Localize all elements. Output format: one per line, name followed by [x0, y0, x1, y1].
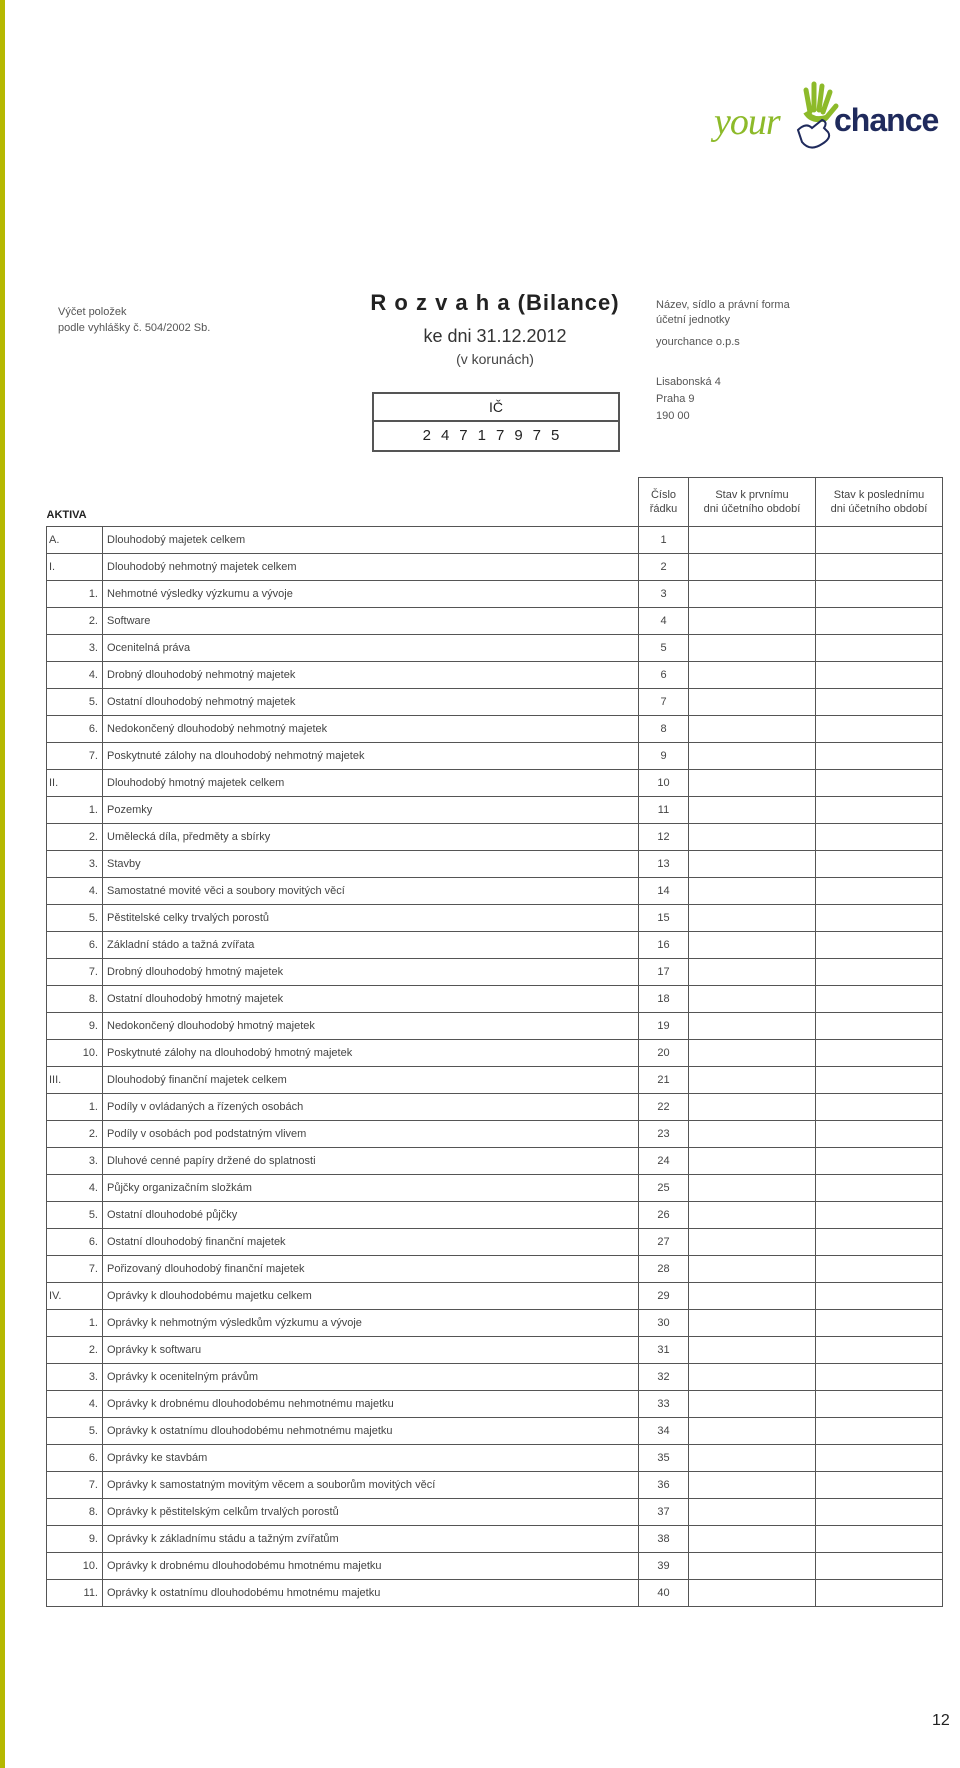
row-number: 20 [639, 1039, 689, 1066]
table-row [47, 985, 943, 1012]
row-number: 33 [639, 1390, 689, 1417]
row-code: 8. [47, 1498, 103, 1525]
row-last-day-value [816, 661, 943, 688]
row-code: 4. [47, 661, 103, 688]
row-number: 39 [639, 1552, 689, 1579]
row-code: 11. [47, 1579, 103, 1606]
row-number: 3 [639, 580, 689, 607]
row-last-day-value [816, 985, 943, 1012]
row-number: 40 [639, 1579, 689, 1606]
row-last-day-value [816, 1201, 943, 1228]
row-label: Drobný dlouhodobý hmotný majetek [103, 958, 639, 985]
row-last-day-value [816, 688, 943, 715]
row-first-day-value [689, 931, 816, 958]
row-first-day-value [689, 1309, 816, 1336]
row-code: 7. [47, 1255, 103, 1282]
table-row [47, 607, 943, 634]
row-last-day-value [816, 769, 943, 796]
row-label: Oprávky k drobnému dlouhodobému hmotnému majetku [103, 1552, 639, 1579]
row-first-day-value [689, 1390, 816, 1417]
row-number: 38 [639, 1525, 689, 1552]
row-label: Ostatní dlouhodobý hmotný majetek [103, 985, 639, 1012]
row-number: 7 [639, 688, 689, 715]
row-label: Pořizovaný dlouhodobý finanční majetek [103, 1255, 639, 1282]
row-number: 14 [639, 877, 689, 904]
row-label: Ostatní dlouhodobý nehmotný majetek [103, 688, 639, 715]
row-code: 9. [47, 1012, 103, 1039]
row-last-day-value [816, 607, 943, 634]
table-row [47, 796, 943, 823]
table-row [47, 634, 943, 661]
table-row [47, 1471, 943, 1498]
row-number: 36 [639, 1471, 689, 1498]
row-code: I. [47, 553, 103, 580]
row-first-day-value [689, 1525, 816, 1552]
row-code: 7. [47, 958, 103, 985]
row-last-day-value [816, 1039, 943, 1066]
row-label: Základní stádo a tažná zvířata [103, 931, 639, 958]
row-code: 2. [47, 1120, 103, 1147]
row-last-day-value [816, 904, 943, 931]
row-label: Samostatné movité věci a soubory movitých věcí [103, 877, 639, 904]
row-code: IV. [47, 1282, 103, 1309]
row-label: Ostatní dlouhodobý finanční majetek [103, 1228, 639, 1255]
row-number: 4 [639, 607, 689, 634]
row-first-day-value [689, 1471, 816, 1498]
row-first-day-value [689, 1012, 816, 1039]
table-row [47, 1552, 943, 1579]
entity-info [656, 298, 856, 425]
row-number: 27 [639, 1228, 689, 1255]
row-code: 1. [47, 796, 103, 823]
row-code: 8. [47, 985, 103, 1012]
table-row [47, 877, 943, 904]
row-label: Nedokončený dlouhodobý hmotný majetek [103, 1012, 639, 1039]
header-first-day: Stav k prvnímu dni účetního období [689, 478, 816, 527]
row-first-day-value [689, 715, 816, 742]
table-row [47, 526, 943, 553]
row-code: 7. [47, 742, 103, 769]
row-label: Oprávky k dlouhodobému majetku celkem [103, 1282, 639, 1309]
row-first-day-value [689, 1174, 816, 1201]
row-number: 25 [639, 1174, 689, 1201]
row-label: Dlouhodobý finanční majetek celkem [103, 1066, 639, 1093]
table-row [47, 1201, 943, 1228]
row-first-day-value [689, 877, 816, 904]
row-number: 26 [639, 1201, 689, 1228]
row-label: Drobný dlouhodobý nehmotný majetek [103, 661, 639, 688]
row-number: 5 [639, 634, 689, 661]
row-label: Oprávky k ocenitelným právům [103, 1363, 639, 1390]
row-code: A. [47, 526, 103, 553]
row-last-day-value [816, 1417, 943, 1444]
row-number: 11 [639, 796, 689, 823]
row-code: III. [47, 1066, 103, 1093]
row-last-day-value [816, 1525, 943, 1552]
row-number: 12 [639, 823, 689, 850]
row-first-day-value [689, 742, 816, 769]
row-code: 9. [47, 1525, 103, 1552]
row-code: 5. [47, 904, 103, 931]
page-side-bar [0, 0, 5, 1768]
table-row [47, 1336, 943, 1363]
row-code: 1. [47, 1309, 103, 1336]
row-code: 6. [47, 931, 103, 958]
row-last-day-value [816, 1120, 943, 1147]
yourchance-logo [714, 72, 954, 162]
row-number: 13 [639, 850, 689, 877]
row-number: 1 [639, 526, 689, 553]
row-first-day-value [689, 1579, 816, 1606]
logo-word-chance: chance [834, 102, 939, 138]
row-label: Umělecká díla, předměty a sbírky [103, 823, 639, 850]
legal-basis-line1: Výčet položek [58, 306, 127, 318]
row-number: 9 [639, 742, 689, 769]
document-title: R o z v a h a (Bilance) [370, 290, 620, 315]
row-first-day-value [689, 1444, 816, 1471]
entity-name: yourchance o.p.s [656, 336, 740, 348]
row-first-day-value [689, 1498, 816, 1525]
row-first-day-value [689, 1255, 816, 1282]
table-row [47, 1174, 943, 1201]
row-last-day-value [816, 1498, 943, 1525]
row-number: 10 [639, 769, 689, 796]
table-row [47, 1282, 943, 1309]
document-date: ke dni 31.12.2012 [423, 326, 567, 346]
row-label: Dlouhodobý majetek celkem [103, 526, 639, 553]
row-code: 4. [47, 1390, 103, 1417]
ic-box [372, 392, 620, 452]
table-row [47, 742, 943, 769]
table-row [47, 1039, 943, 1066]
row-code: 2. [47, 823, 103, 850]
table-row [47, 904, 943, 931]
row-number: 31 [639, 1336, 689, 1363]
row-number: 34 [639, 1417, 689, 1444]
row-last-day-value [816, 1147, 943, 1174]
row-last-day-value [816, 877, 943, 904]
row-first-day-value [689, 1363, 816, 1390]
row-first-day-value [689, 1039, 816, 1066]
row-code: 10. [47, 1039, 103, 1066]
row-number: 29 [639, 1282, 689, 1309]
row-first-day-value [689, 553, 816, 580]
table-row [47, 823, 943, 850]
row-last-day-value [816, 823, 943, 850]
table-row [47, 688, 943, 715]
row-label: Ocenitelná práva [103, 634, 639, 661]
row-last-day-value [816, 715, 943, 742]
entity-street: Lisabonská 4 [656, 376, 721, 388]
row-number: 24 [639, 1147, 689, 1174]
row-first-day-value [689, 1282, 816, 1309]
row-first-day-value [689, 1120, 816, 1147]
entity-heading-line2: účetní jednotky [656, 314, 730, 326]
row-label: Oprávky ke stavbám [103, 1444, 639, 1471]
row-last-day-value [816, 958, 943, 985]
row-label: Půjčky organizačním složkám [103, 1174, 639, 1201]
row-first-day-value [689, 958, 816, 985]
row-code: 4. [47, 877, 103, 904]
table-row [47, 1012, 943, 1039]
row-first-day-value [689, 1201, 816, 1228]
row-first-day-value [689, 1066, 816, 1093]
row-first-day-value [689, 769, 816, 796]
logo-word-your: your [714, 101, 780, 143]
row-number: 35 [639, 1444, 689, 1471]
table-row [47, 1444, 943, 1471]
header-last-day: Stav k poslednímu dni účetního období [816, 478, 943, 527]
section-aktiva: AKTIVA [47, 478, 103, 527]
row-last-day-value [816, 1309, 943, 1336]
row-code: 1. [47, 1093, 103, 1120]
row-number: 22 [639, 1093, 689, 1120]
row-label: Ostatní dlouhodobé půjčky [103, 1201, 639, 1228]
row-number: 32 [639, 1363, 689, 1390]
table-row [47, 1309, 943, 1336]
row-code: 4. [47, 1174, 103, 1201]
row-number: 17 [639, 958, 689, 985]
row-label: Poskytnuté zálohy na dlouhodobý hmotný majetek [103, 1039, 639, 1066]
row-label: Dlouhodobý nehmotný majetek celkem [103, 553, 639, 580]
balance-sheet-table [46, 477, 943, 1607]
row-code: 1. [47, 580, 103, 607]
row-last-day-value [816, 1552, 943, 1579]
row-last-day-value [816, 1579, 943, 1606]
ic-number: 24717975 [422, 427, 570, 444]
row-code: 5. [47, 688, 103, 715]
row-last-day-value [816, 1471, 943, 1498]
row-code: II. [47, 769, 103, 796]
row-number: 15 [639, 904, 689, 931]
row-label: Software [103, 607, 639, 634]
row-number: 8 [639, 715, 689, 742]
table-row [47, 1255, 943, 1282]
row-last-day-value [816, 553, 943, 580]
row-code: 6. [47, 715, 103, 742]
legal-basis-line2: podle vyhlášky č. 504/2002 Sb. [58, 322, 211, 334]
row-first-day-value [689, 1552, 816, 1579]
row-last-day-value [816, 1282, 943, 1309]
entity-city: Praha 9 [656, 393, 695, 405]
row-label: Oprávky k samostatným movitým věcem a souborům movitých věcí [103, 1471, 639, 1498]
row-label: Podíly v ovládaných a řízených osobách [103, 1093, 639, 1120]
row-last-day-value [816, 1255, 943, 1282]
row-code: 5. [47, 1417, 103, 1444]
row-first-day-value [689, 985, 816, 1012]
table-row [47, 1579, 943, 1606]
row-first-day-value [689, 904, 816, 931]
row-first-day-value [689, 823, 816, 850]
row-number: 2 [639, 553, 689, 580]
row-label: Dlouhodobý hmotný majetek celkem [103, 769, 639, 796]
row-last-day-value [816, 1012, 943, 1039]
row-last-day-value [816, 1174, 943, 1201]
row-last-day-value [816, 1336, 943, 1363]
title-block [340, 290, 650, 367]
table-row [47, 1498, 943, 1525]
row-first-day-value [689, 850, 816, 877]
row-first-day-value [689, 580, 816, 607]
row-last-day-value [816, 1363, 943, 1390]
table-row [47, 1363, 943, 1390]
row-label: Oprávky k softwaru [103, 1336, 639, 1363]
row-code: 2. [47, 607, 103, 634]
row-last-day-value [816, 1390, 943, 1417]
row-code: 3. [47, 1363, 103, 1390]
table-row [47, 661, 943, 688]
row-last-day-value [816, 1093, 943, 1120]
row-label: Poskytnuté zálohy na dlouhodobý nehmotný majetek [103, 742, 639, 769]
row-code: 6. [47, 1228, 103, 1255]
entity-address [656, 374, 856, 425]
table-header-row [47, 478, 943, 527]
table-row [47, 1525, 943, 1552]
row-label: Nehmotné výsledky výzkumu a vývoje [103, 580, 639, 607]
row-number: 30 [639, 1309, 689, 1336]
row-last-day-value [816, 1444, 943, 1471]
row-last-day-value [816, 796, 943, 823]
row-code: 7. [47, 1471, 103, 1498]
table-row [47, 715, 943, 742]
table-row [47, 1120, 943, 1147]
row-first-day-value [689, 1147, 816, 1174]
row-first-day-value [689, 607, 816, 634]
row-label: Oprávky k nehmotným výsledkům výzkumu a vývoje [103, 1309, 639, 1336]
table-row [47, 1066, 943, 1093]
row-label: Pozemky [103, 796, 639, 823]
row-label: Pěstitelské celky trvalých porostů [103, 904, 639, 931]
row-first-day-value [689, 1093, 816, 1120]
row-code: 5. [47, 1201, 103, 1228]
header-row-number: Číslo řádku [639, 478, 689, 527]
table-row [47, 1093, 943, 1120]
row-first-day-value [689, 1336, 816, 1363]
row-number: 21 [639, 1066, 689, 1093]
document-unit: (v korunách) [456, 351, 534, 367]
row-number: 18 [639, 985, 689, 1012]
table-row [47, 1228, 943, 1255]
row-code: 10. [47, 1552, 103, 1579]
row-last-day-value [816, 850, 943, 877]
table-row [47, 850, 943, 877]
table-row [47, 1147, 943, 1174]
header-blank [103, 478, 639, 527]
ic-label: IČ [374, 394, 618, 422]
row-code: 3. [47, 850, 103, 877]
row-number: 37 [639, 1498, 689, 1525]
table-row [47, 553, 943, 580]
row-number: 28 [639, 1255, 689, 1282]
row-last-day-value [816, 1228, 943, 1255]
row-number: 23 [639, 1120, 689, 1147]
row-label: Oprávky k základnímu stádu a tažným zvířatům [103, 1525, 639, 1552]
legal-basis-note [58, 304, 278, 336]
table-row [47, 958, 943, 985]
row-label: Stavby [103, 850, 639, 877]
row-label: Oprávky k pěstitelským celkům trvalých porostů [103, 1498, 639, 1525]
row-code: 6. [47, 1444, 103, 1471]
row-code: 2. [47, 1336, 103, 1363]
row-first-day-value [689, 634, 816, 661]
row-code: 3. [47, 634, 103, 661]
row-last-day-value [816, 634, 943, 661]
entity-zip: 190 00 [656, 410, 690, 422]
table-row [47, 931, 943, 958]
table-row [47, 769, 943, 796]
row-last-day-value [816, 526, 943, 553]
row-last-day-value [816, 931, 943, 958]
row-label: Oprávky k ostatnímu dlouhodobému hmotnému majetku [103, 1579, 639, 1606]
page-number: 12 [932, 1712, 950, 1729]
row-first-day-value [689, 796, 816, 823]
row-last-day-value [816, 1066, 943, 1093]
row-label: Podíly v osobách pod podstatným vlivem [103, 1120, 639, 1147]
row-label: Dluhové cenné papíry držené do splatnosti [103, 1147, 639, 1174]
row-first-day-value [689, 688, 816, 715]
row-first-day-value [689, 1228, 816, 1255]
row-label: Nedokončený dlouhodobý nehmotný majetek [103, 715, 639, 742]
row-first-day-value [689, 661, 816, 688]
row-label: Oprávky k ostatnímu dlouhodobému nehmotnému majetku [103, 1417, 639, 1444]
row-number: 6 [639, 661, 689, 688]
row-first-day-value [689, 1417, 816, 1444]
table-row [47, 1417, 943, 1444]
entity-heading-line1: Název, sídlo a právní forma [656, 299, 790, 311]
table-row [47, 580, 943, 607]
row-first-day-value [689, 526, 816, 553]
row-code: 3. [47, 1147, 103, 1174]
row-number: 19 [639, 1012, 689, 1039]
row-last-day-value [816, 580, 943, 607]
row-label: Oprávky k drobnému dlouhodobému nehmotnému majetku [103, 1390, 639, 1417]
row-number: 16 [639, 931, 689, 958]
row-last-day-value [816, 742, 943, 769]
table-row [47, 1390, 943, 1417]
